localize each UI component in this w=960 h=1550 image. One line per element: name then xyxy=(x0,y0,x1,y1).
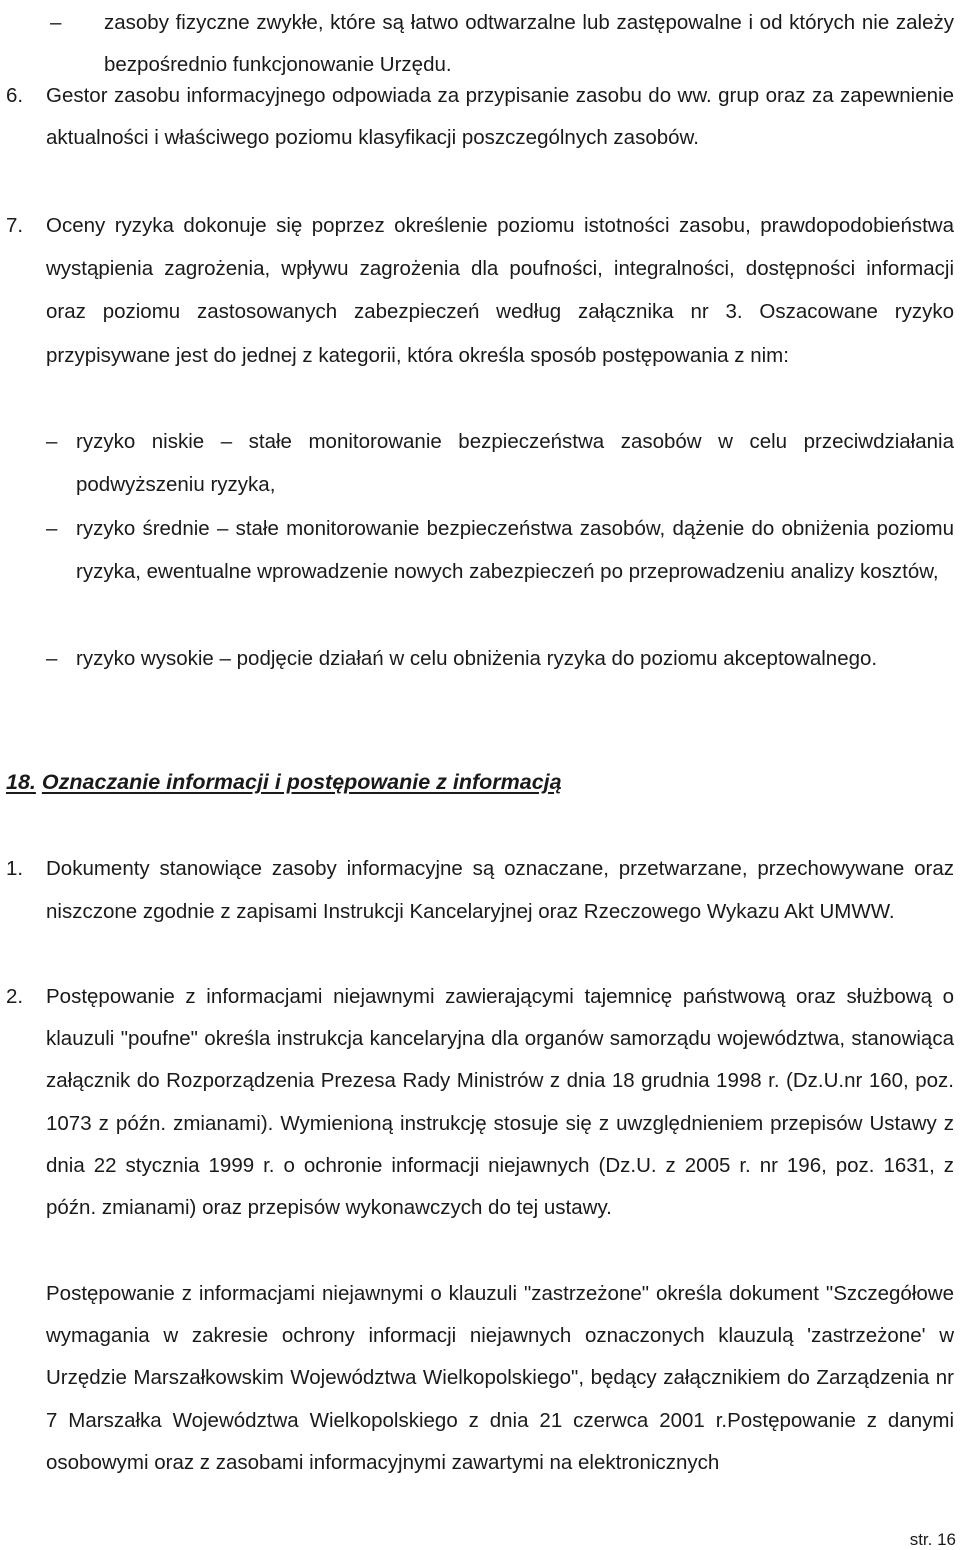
risk-action: stałe monitorowanie bezpieczeństwa zasobów, dążenie do obniżenia poziomu ryzyka, ewentualne wprowadzenie nowych zabezpieczeń po przeprowadzeniu analizy kosztów, xyxy=(76,517,954,583)
risk-separator: – xyxy=(219,647,231,670)
paragraph-number: 2. xyxy=(6,985,24,1008)
risk-separator: – xyxy=(216,517,229,540)
dash-bullet: – xyxy=(46,517,58,540)
paragraph-text: Dokumenty stanowiące zasoby informacyjne są oznaczane, przetwarzane, przechowywane oraz niszczone zgodnie z zapisami Instrukcji Kancelaryjnej oraz Rzeczowego Wykazu Akt UMWW. xyxy=(46,857,954,923)
list-item-text: zasoby fizyczne zwykłe, które są łatwo odtwarzalne lub zastępowalne i od których nie zależy bezpośrednio funkcjonowanie Urzędu. xyxy=(104,11,954,76)
section-number: 18. xyxy=(6,770,36,794)
item-number: 7. xyxy=(6,214,24,237)
risk-separator: – xyxy=(220,430,233,453)
section-title: Oznaczanie informacji i postępowanie z informacją xyxy=(41,770,562,794)
section-heading xyxy=(6,770,562,795)
paragraph-number: 1. xyxy=(6,857,24,880)
paragraph-text: Postępowanie z informacjami niejawnymi zawierającymi tajemnicę państwową oraz służbową o klauzuli "poufne" określa instrukcja kancelaryjna dla organów samorządu województwa, stanowiąca załącznik do Rozporządzenia Prezesa Rady Ministrów z dnia 18 grudnia 1998 r. (Dz.U.nr 160, poz. 1073 z późn. zmianami). Wymienioną instrukcję stosuje się z uwzględnieniem przepisów Ustawy z dnia 22 stycznia 1999 r. o ochronie informacji niejawnych (Dz.U. z 2005 r. nr 196, poz. 1631, z późn. zmianami) oraz przepisów wykonawczych do tej ustawy. xyxy=(46,985,954,1220)
risk-action: podjęcie działań w celu obniżenia ryzyka do poziomu akceptowalnego. xyxy=(236,647,878,670)
risk-item xyxy=(76,637,954,680)
item-text: Oceny ryzyka dokonuje się poprzez określenie poziomu istotności zasobu, prawdopodobieństwa wystąpienia zagrożenia, wpływu zagrożenia dla poufności, integralności, dostępności informacji oraz poziomu zastosowanych zabezpieczeń według załącznika nr 3. Oszacowane ryzyko przypisywane jest do jednej z kategorii, która określa sposób postępowania z nim: xyxy=(46,214,954,367)
page-number: str. 16 xyxy=(909,1530,956,1549)
risk-level: ryzyko niskie xyxy=(76,430,205,453)
risk-item xyxy=(76,507,954,593)
item-text: Gestor zasobu informacyjnego odpowiada za przypisanie zasobu do ww. grup oraz za zapewnienie aktualności i właściwego poziomu klasyfikacji poszczególnych zasobów. xyxy=(46,84,954,149)
paragraph-text: Postępowanie z informacjami niejawnymi o klauzuli "zastrzeżone" określa dokument "Szczegółowe wymagania w zakresie ochrony informacji niejawnych oznaczonych klauzulą 'zastrzeżone' w Urzędzie Marszałkowskim Województwa Wielkopolskiego", będący załącznikiem do Zarządzenia nr 7 Marszałka Województwa Wielkopolskiego z dnia 21 czerwca 2001 r.Postępowanie z danymi osobowymi oraz z zasobami informacyjnymi zawartymi na elektronicznych xyxy=(46,1282,954,1474)
dash-bullet: – xyxy=(46,430,58,453)
item-number: 6. xyxy=(6,84,24,107)
dash-bullet: – xyxy=(46,647,58,670)
risk-level: ryzyko średnie xyxy=(76,517,210,540)
risk-level: ryzyko wysokie xyxy=(76,647,214,670)
dash-bullet: – xyxy=(50,11,62,34)
risk-action: stałe monitorowanie bezpieczeństwa zasobów w celu przeciwdziałania podwyższeniu ryzyka, xyxy=(76,430,954,496)
risk-item xyxy=(76,420,954,506)
